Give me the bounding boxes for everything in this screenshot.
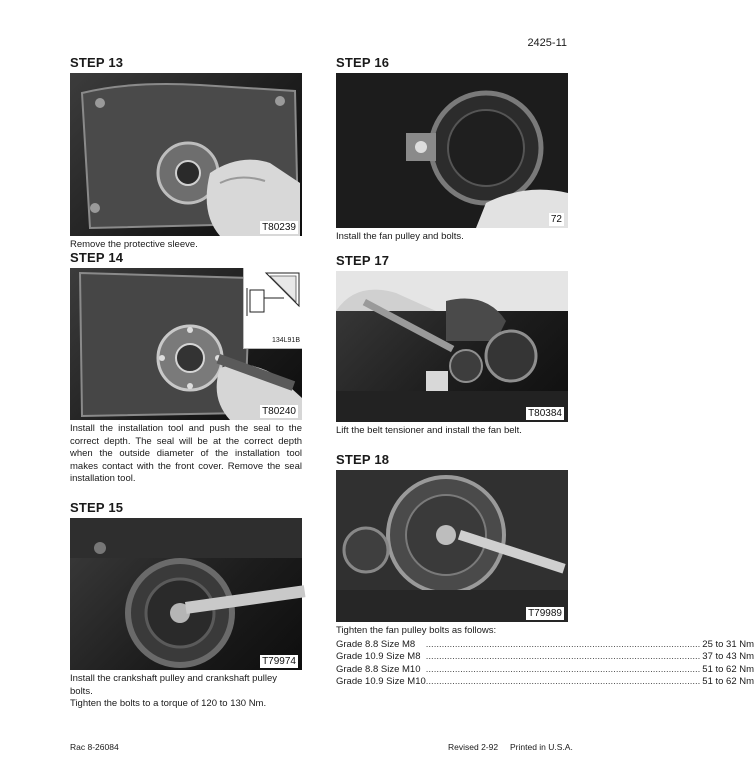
step-17 — [336, 253, 568, 438]
fan-pulley-torque-illustration — [336, 470, 568, 622]
belt-tensioner-illustration — [336, 271, 568, 422]
spec-label: Grade 10.9 Size M10 — [336, 676, 426, 687]
spec-value: 25 to 31 Nm — [702, 638, 754, 650]
step-title: STEP 17 — [336, 253, 390, 268]
step-title: STEP 18 — [336, 452, 390, 467]
step-16 — [336, 55, 568, 244]
torque-spec-table — [336, 639, 754, 689]
step-17-photo — [336, 271, 568, 422]
photo-code: 72 — [550, 214, 562, 225]
step-caption: Remove the protective sleeve. — [70, 239, 198, 250]
photo-code: T79989 — [528, 608, 562, 619]
step-18 — [336, 452, 754, 689]
step-caption: Install the installation tool and push the seal to the correct depth. The seal will be at the correct depth when the outside diameter of the installation tool makes contact with the front cover. Remove the seal installation tool. — [70, 423, 302, 484]
photo-code: T80240 — [262, 406, 296, 417]
spec-value: 37 to 43 Nm — [702, 651, 754, 662]
photo-code: T80239 — [262, 222, 296, 233]
step-15-photo — [70, 518, 302, 670]
caption-line: Install the crankshaft pulley and crankshaft pulley bolts. — [70, 673, 278, 697]
table-row — [336, 664, 754, 677]
crankshaft-pulley-illustration — [70, 518, 302, 670]
seal-depth-inset-diagram — [243, 268, 302, 349]
step-caption: Tighten the fan pulley bolts as follows: — [336, 625, 497, 636]
footer-doc-number: Rac 8-26084 — [70, 742, 119, 752]
step-13-photo — [70, 73, 302, 236]
inset-code: 134L91B — [271, 337, 300, 344]
leader-dots — [426, 639, 701, 652]
leader-dots — [426, 651, 701, 664]
spec-value: 51 to 62 Nm — [702, 663, 754, 675]
step-title: STEP 16 — [336, 55, 390, 70]
step-15 — [70, 500, 302, 711]
step-caption: Install the fan pulley and bolts. — [336, 231, 464, 242]
footer-revised: Revised 2-92 — [448, 742, 499, 752]
photo-code: T79974 — [262, 656, 296, 667]
table-row — [336, 676, 754, 689]
step-caption — [70, 673, 302, 711]
footer-printed: Printed in U.S.A. — [510, 742, 573, 752]
step-16-photo — [336, 73, 568, 228]
step-18-photo — [336, 470, 568, 622]
step-caption: Lift the belt tensioner and install the fan belt. — [336, 425, 522, 436]
page-number: 2425-11 — [527, 37, 567, 49]
spec-value: 51 to 62 Nm — [702, 676, 754, 687]
leader-dots — [426, 664, 701, 677]
fan-pulley-illustration — [336, 73, 568, 228]
engine-front-cover-illustration — [70, 73, 302, 236]
spec-label: Grade 10.9 Size M8 — [336, 651, 421, 662]
step-13 — [70, 55, 302, 252]
table-row — [336, 651, 754, 664]
seal-cross-section-icon — [244, 268, 302, 348]
step-title: STEP 15 — [70, 500, 124, 515]
step-title: STEP 14 — [70, 250, 124, 265]
step-14 — [70, 250, 302, 486]
caption-line: Tighten the bolts to a torque of 120 to 130 Nm. — [70, 698, 267, 709]
table-row — [336, 639, 754, 652]
photo-code: T80384 — [528, 408, 562, 419]
spec-label: Grade 8.8 Size M10 — [336, 663, 421, 675]
step-title: STEP 13 — [70, 55, 124, 70]
step-14-photo — [70, 268, 302, 420]
spec-label: Grade 8.8 Size M8 — [336, 638, 416, 650]
leader-dots — [426, 676, 701, 689]
